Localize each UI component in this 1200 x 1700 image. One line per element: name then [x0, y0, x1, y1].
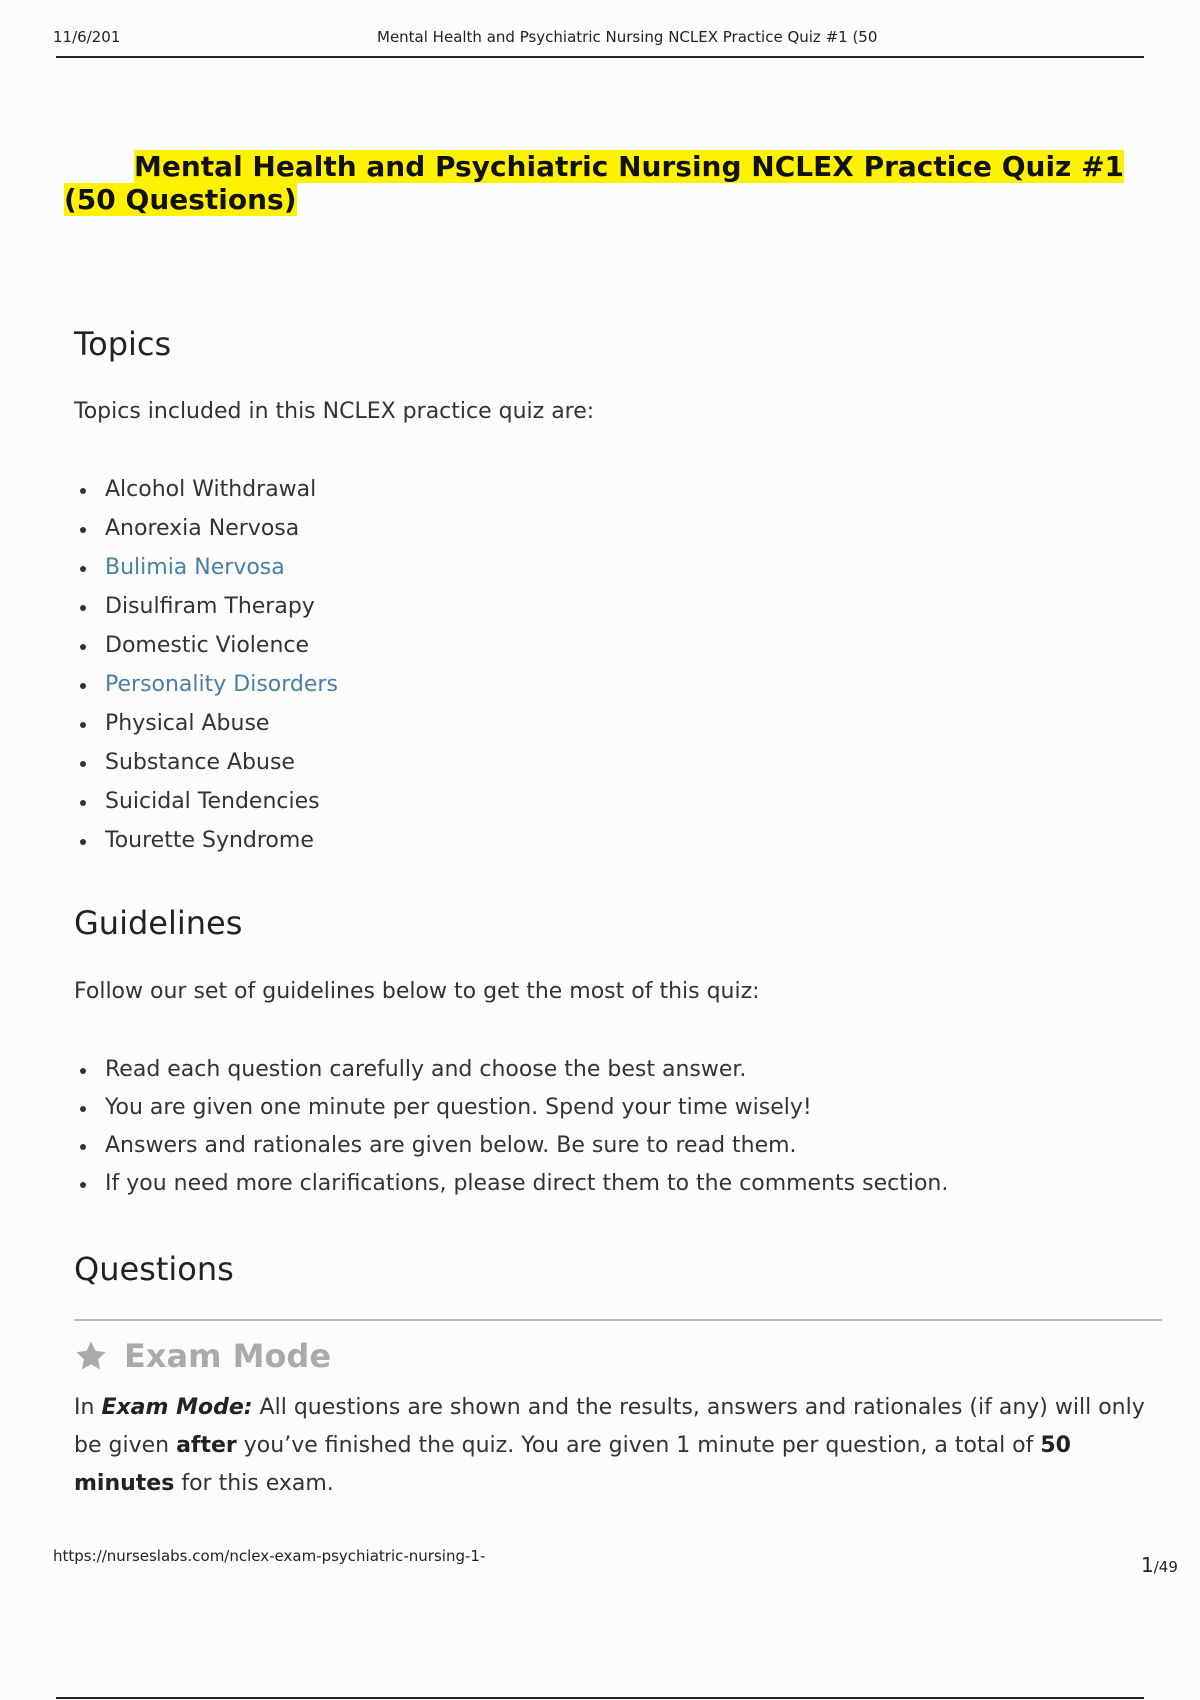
guideline-item: You are given one minute per question. Spend your time wisely!	[74, 1093, 948, 1123]
exam-text-part: In	[74, 1395, 102, 1420]
guideline-item: Answers and rationales are given below. Be sure to read them.	[74, 1131, 948, 1161]
topic-link[interactable]: Personality Disorders	[74, 670, 338, 700]
exam-text-bold: after	[176, 1433, 237, 1458]
header-divider	[56, 56, 1144, 58]
star-icon	[74, 1339, 108, 1373]
guideline-item: Read each question carefully and choose the best answer.	[74, 1055, 948, 1085]
questions-heading: Questions	[74, 1250, 234, 1288]
guidelines-list	[74, 1055, 948, 1207]
page-number	[1141, 1553, 1178, 1577]
exam-mode-header[interactable]	[74, 1336, 331, 1376]
questions-divider	[74, 1319, 1162, 1321]
page-total: /49	[1153, 1558, 1178, 1576]
topic-item: Alcohol Withdrawal	[74, 475, 338, 505]
topic-link[interactable]: Bulimia Nervosa	[74, 553, 338, 583]
exam-text-part: All questions are shown and the results, answers and rationales (if any) will only be given	[74, 1395, 1145, 1458]
topic-item: Suicidal Tendencies	[74, 787, 338, 817]
guideline-item: If you need more clarifications, please direct them to the comments section.	[74, 1169, 948, 1199]
topic-item: Physical Abuse	[74, 709, 338, 739]
header-date: 11/6/201	[53, 28, 121, 46]
topic-item: Tourette Syndrome	[74, 826, 338, 856]
exam-text-part: you’ve finished the quiz. You are given 1 minute per question, a total of	[236, 1433, 1041, 1458]
exam-text-bold: 50 minutes	[74, 1433, 1071, 1496]
topics-intro: Topics included in this NCLEX practice quiz are:	[74, 399, 595, 424]
page-title	[64, 150, 1154, 216]
header-doc-title: Mental Health and Psychiatric Nursing NCLEX Practice Quiz #1 (50	[377, 28, 878, 46]
topic-item: Anorexia Nervosa	[74, 514, 338, 544]
exam-text-part: for this exam.	[174, 1471, 334, 1496]
topics-heading: Topics	[74, 325, 172, 363]
exam-mode-label: Exam Mode	[124, 1337, 332, 1375]
page-title-text: Mental Health and Psychiatric Nursing NCLEX Practice Quiz #1 (50 Questions)	[64, 150, 1125, 216]
exam-mode-description	[74, 1389, 1154, 1503]
topics-list	[74, 475, 338, 865]
guidelines-heading: Guidelines	[74, 904, 243, 942]
exam-mode-emphasis: Exam Mode:	[101, 1395, 253, 1420]
guidelines-intro: Follow our set of guidelines below to get the most of this quiz:	[74, 979, 760, 1004]
topic-item: Disulfiram Therapy	[74, 592, 338, 622]
page-current: 1	[1141, 1553, 1154, 1577]
topic-item: Domestic Violence	[74, 631, 338, 661]
footer-divider	[56, 1697, 1144, 1699]
topic-item: Substance Abuse	[74, 748, 338, 778]
footer-url: https://nurseslabs.com/nclex-exam-psychiatric-nursing-1-	[53, 1547, 486, 1565]
